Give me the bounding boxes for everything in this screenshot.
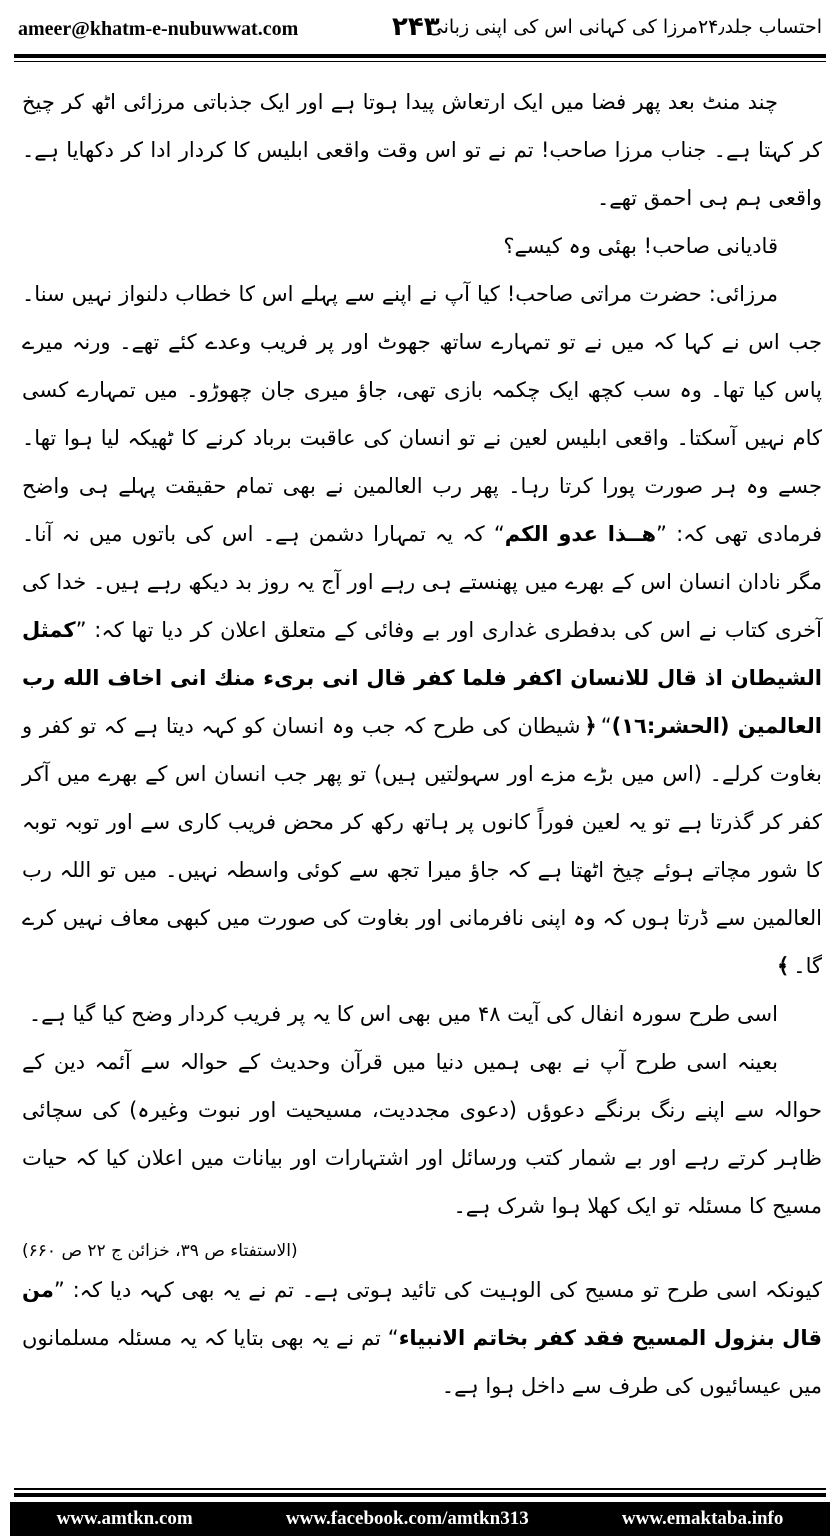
paragraph-6-text: کیونکہ اسی طرح تو مسیح کی الوہیت کی تائید ہوتی ہے۔ تم نے یہ بھی کہہ دیا کہ: ”: [53, 1278, 822, 1302]
ornament-close-icon: ﴾: [776, 954, 790, 978]
paragraph-3-text: مرزائی: حضرت مراتی صاحب! کیا آپ نے اپنے سے پہلے اس کا خطاب دلنواز نہیں سنا۔ جب اس نے کہا کہ میں نے تو تمہارے ساتھ جھوٹ اور پر فریب وعدے کئے تھے۔ ورنہ میرے پاس کیا تھا۔ وہ سب کچھ ایک چکمہ بازی تھی، جاؤ میری جان چھوڑو۔ میں تمہارے کسی کام نہیں آسکتا۔ واقعی ابلیس لعین نے تو انسان کی عاقبت برباد کرنے کا ٹھیکہ لیا ہوا تھا۔ جسے وہ ہر صورت پورا کرتا رہا۔ پھر رب العالمین نے بھی تمام حقیقت پہلے ہی واضح فرمادی تھی کہ: ”: [22, 282, 823, 546]
arabic-verse-hashr: كمثل الشيطان اذ قال للانسان اكفر فلما كفر قال انى برىء منك انى اخاف الله رب العالمين (الحشر:١٦): [22, 618, 822, 738]
paragraph-3: [22, 270, 822, 990]
footer-rule-thick: [14, 1493, 826, 1497]
header-email: ameer@khatm-e-nubuwwat.com: [18, 18, 299, 40]
paragraph-2: قادیانی صاحب! بھئی وہ کیسے؟: [503, 234, 778, 258]
footer-link-emaktaba[interactable]: www.emaktaba.info: [621, 1508, 784, 1529]
arabic-quote-1: هــذا عدو الكم: [504, 522, 657, 546]
paragraph-3-translation: شیطان کی طرح کہ جب وہ انسان کو کہہ دیتا ہے کہ تو کفر و بغاوت کرلے۔ (اس میں بڑے مزے اور سہولتیں ہیں) تو پھر جب انسان اس کے بھرے میں آکر کفر کر گذرتا ہے تو یہ لعین فوراً کانوں پر ہاتھ رکھ کر محض فریب کاری سے اور توبہ توبہ کا شور مچاتے ہوئے چیخ اٹھتا ہے کہ جاؤ میرا تجھ سے کوئی واسطہ نہیں۔ میں تو اللہ رب العالمین سے ڈرتا ہوں کہ وہ اپنی نافرمانی اور بغاوت کی صورت میں کبھی معاف نہیں کرے گا۔: [22, 714, 822, 978]
header-rule-thick: [14, 54, 826, 58]
paragraph-3-text-b: “ کہ یہ تمہارا دشمن ہے۔ اس کی باتوں میں نہ آنا۔ مگر نادان انسان اس کے بھرے میں پھنستے ہی رہے اور آج یہ روز بد دیکھ رہے ہیں۔ خدا کی آخری کتاب نے اس کی بدفطری غداری اور بے وفائی کے متعلق اعلان کر دیا تھا کہ: ”: [22, 522, 822, 642]
paragraph-4: اسی طرح سورہ انفال کی آیت ۴۸ میں بھی اس کا یہ پر فریب کردار وضح کیا گیا ہے۔: [28, 1002, 778, 1026]
footer-bar: [10, 1502, 830, 1536]
paragraph-6: [22, 1266, 822, 1410]
footer-rule-thin: [14, 1488, 826, 1490]
footer-link-amtkn[interactable]: www.amtkn.com: [56, 1508, 193, 1529]
page-header: [14, 10, 826, 50]
paragraph-6-text-b: “ تم نے یہ بھی بتایا کہ یہ مسئلہ مسلمانوں میں عیسائیوں کی طرف سے داخل ہوا ہے۔: [22, 1326, 822, 1398]
arabic-quote-2: من قال بنزول المسيح فقد كفر بخاتم الانبياء: [22, 1278, 822, 1350]
paragraph-1: چند منٹ بعد پھر فضا میں ایک ارتعاش پیدا ہوتا ہے اور ایک جذباتی مرزائی اٹھ کر چیخ کر کہتا ہے۔ جناب مرزا صاحب! تم نے تو اس وقت واقعی ابلیس کا کردار ادا کر دکھایا ہے۔ واقعی ہم ہی احمق تھے۔: [22, 90, 822, 210]
paragraph-5: بعینہ اسی طرح آپ نے بھی ہمیں دنیا میں قرآن وحدیث کے حوالہ سے آئمہ دین کے حوالہ سے اپنے رنگ برنگے دعوؤں (دعوی مجددیت، مسیحیت اور نبوت وغیرہ) کی سچائی ظاہر کرتے رہے اور بے شمار کتب ورسائل اور اشتہارات اور بیانات میں اعلان کیا کہ حیات مسیح کا مسئلہ تو ایک کھلا ہوا شرک ہے۔: [22, 1050, 822, 1218]
header-rule-thin: [14, 61, 826, 62]
page-number: ۲۴۳: [392, 12, 440, 42]
ornament-open-icon: ﴿: [584, 714, 597, 738]
reference-note: (الاستفتاء ص ۳۹، خزائن ج ۲۲ ص ۶۶۰): [22, 1241, 298, 1261]
footer-link-facebook[interactable]: www.facebook.com/amtkn313: [285, 1508, 529, 1529]
header-title: احتساب جلد۲۴٫مرزا کی کہانی اس کی اپنی زبانی: [427, 16, 822, 38]
article-body: [22, 78, 822, 1458]
paragraph-3-quote-close: “: [600, 714, 612, 738]
